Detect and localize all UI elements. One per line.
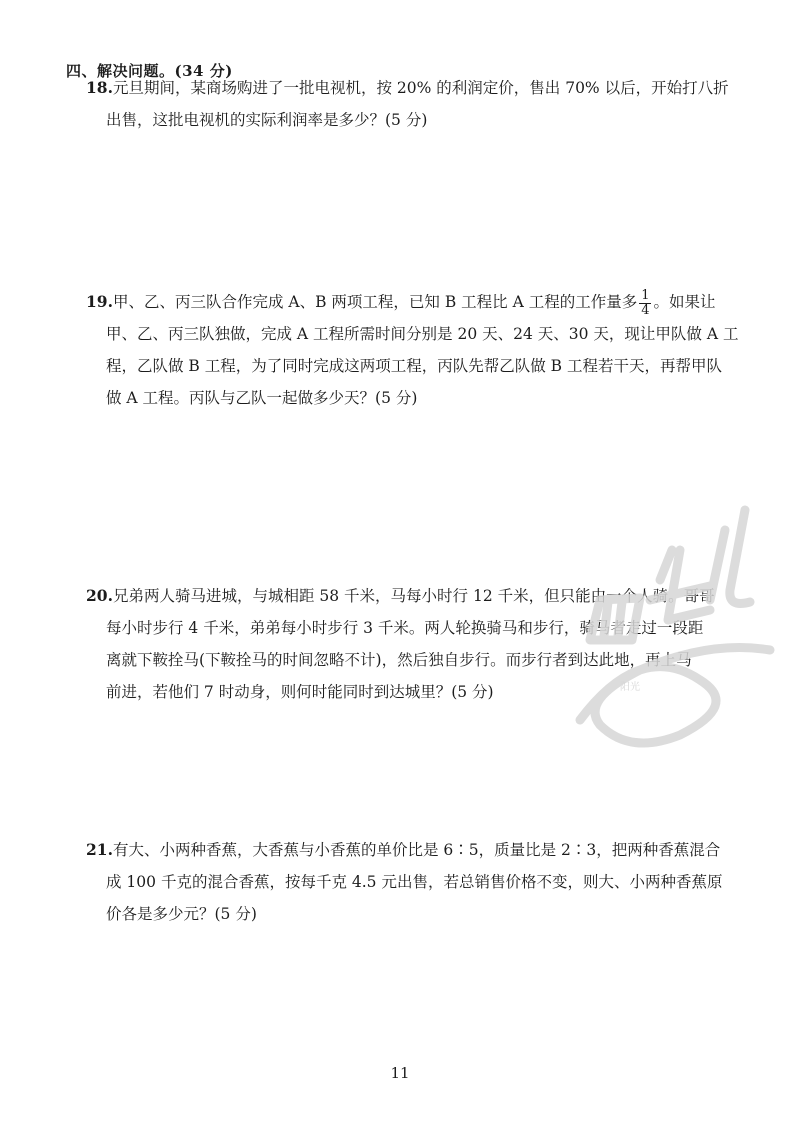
problem-20-line-3: 离就下鞍拴马(下鞍拴马的时间忽略不计)，然后独自步行。而步行者到达此地，再上马 — [106, 651, 692, 669]
problem-19 — [86, 286, 739, 414]
problem-20-line-2: 每小时步行 4 千米，弟弟每小时步行 3 千米。两人轮换骑马和步行，骑马者走过一段距 — [106, 619, 704, 637]
problem-18 — [86, 72, 729, 136]
fraction-one-quarter — [639, 289, 651, 318]
fraction-denominator: 4 — [641, 302, 650, 318]
problem-19-line-3: 程，乙队做 B 工程，为了同时完成这两项工程，丙队先帮乙队做 B 工程若干天，再帮甲队 — [106, 357, 722, 375]
problem-20-number: 20. — [86, 586, 113, 605]
problem-19-number: 19. — [86, 292, 113, 311]
page-number: 11 — [390, 1064, 410, 1082]
problem-21-text-1: 有大、小两种香蕉，大香蕉与小香蕉的单价比是 6∶5，质量比是 2∶3，把两种香蕉混合 — [112, 841, 721, 859]
problem-19-text-before-fraction: 甲、乙、丙三队合作完成 A、B 两项工程，已知 B 工程比 A 工程的工作量多 — [112, 293, 638, 311]
problem-18-line-1 — [86, 72, 729, 104]
problem-21-line-2: 成 100 千克的混合香蕉，按每千克 4.5 元出售，若总销售价格不变，则大、小两种香蕉原 — [106, 873, 723, 891]
problem-18-number: 18. — [86, 78, 113, 97]
problem-19-line-4: 做 A 工程。丙队与乙队一起做多少天？(5 分) — [106, 389, 418, 407]
problem-21-line-3: 价各是多少元？(5 分) — [106, 905, 257, 923]
watermark-logo — [560, 490, 780, 760]
fraction-numerator: 1 — [641, 287, 650, 303]
problem-21-number: 21. — [86, 840, 113, 859]
problem-19-line-2: 甲、乙、丙三队独做，完成 A 工程所需时间分别是 20 天、24 天、30 天，现让甲队做 A 工 — [106, 325, 739, 343]
problem-20-text-1: 兄弟两人骑马进城，与城相距 58 千米，马每小时行 12 千米，但只能由一个人骑。哥哥 — [112, 587, 715, 605]
problem-20-line-4: 前进，若他们 7 时动身，则何时能同时到达城里？(5 分) — [106, 683, 494, 701]
problem-19-text-after-fraction: 。如果让 — [653, 293, 716, 311]
section-heading: 四、解决问题。(34 分) — [66, 62, 233, 80]
problem-18-text-1: 元旦期间，某商场购进了一批电视机，按 20% 的利润定价，售出 70% 以后，开始打八折 — [112, 79, 729, 97]
problem-19-line-1 — [86, 286, 726, 318]
problem-21 — [86, 834, 726, 930]
watermark-text: 阳光 — [620, 682, 640, 693]
problem-21-line-1 — [86, 834, 726, 866]
problem-18-line-2: 出售，这批电视机的实际利润率是多少？(5 分) — [106, 111, 428, 129]
